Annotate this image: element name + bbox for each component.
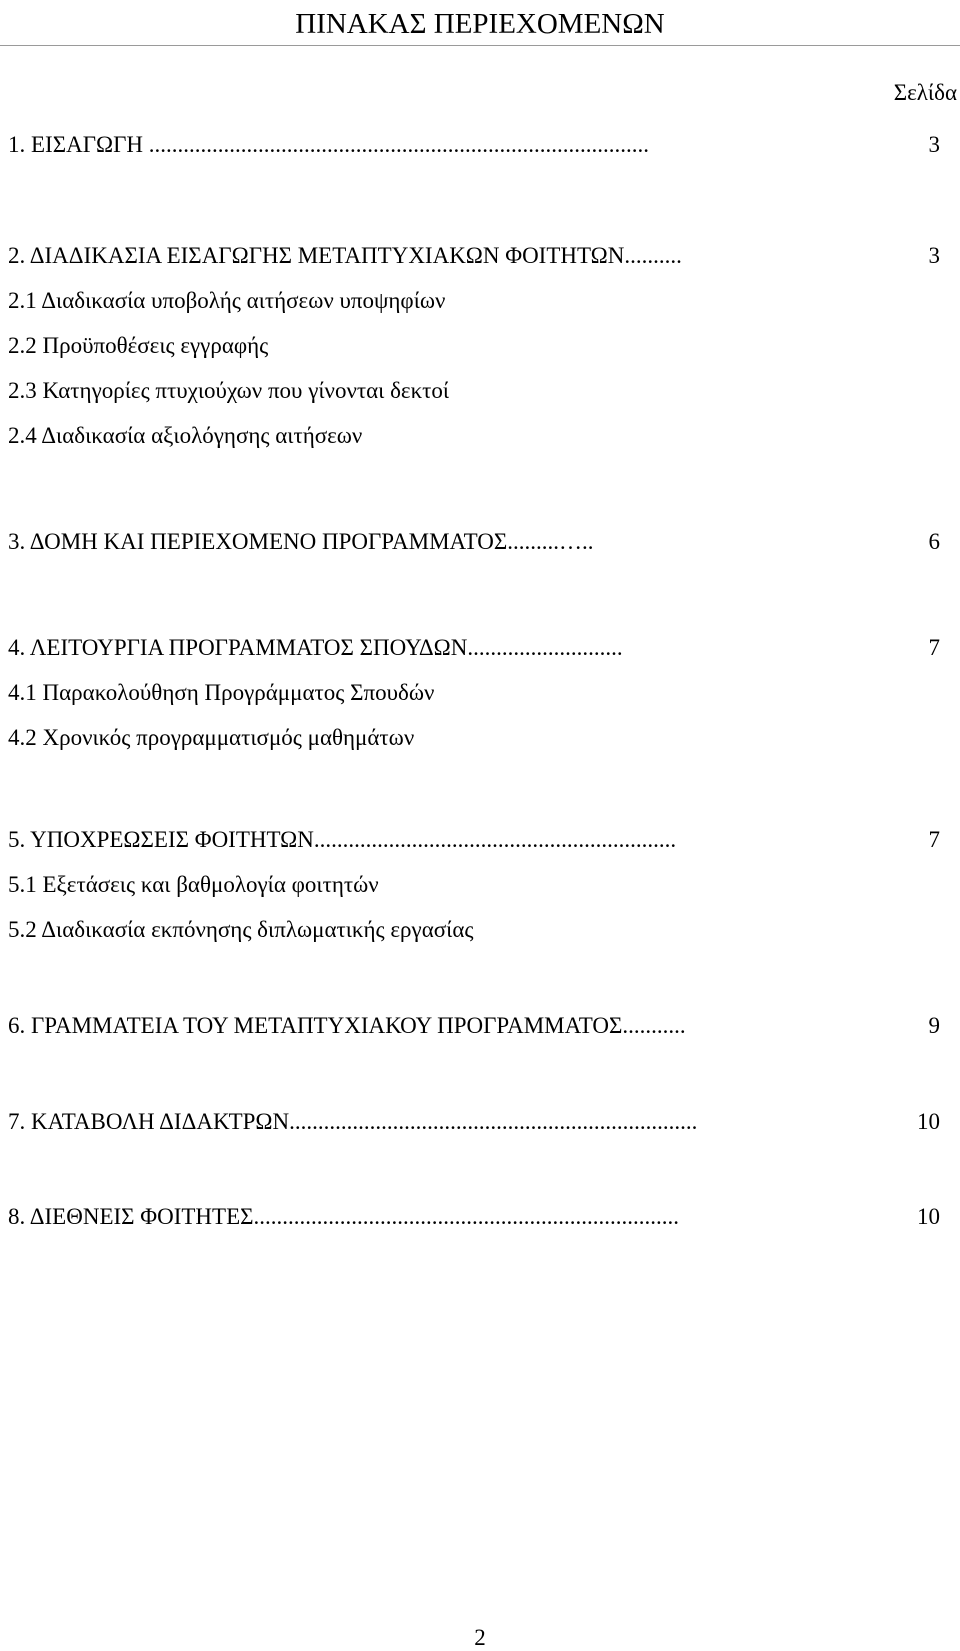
toc-entry-5-1[interactable]: 5.1 Εξετάσεις και βαθμολογία φοιτητών xyxy=(8,872,379,897)
toc-entry-2-4[interactable]: 2.4 Διαδικασία αξιολόγησης αιτήσεων xyxy=(8,423,363,448)
toc-page-1: 3 xyxy=(928,132,940,157)
toc-entry-5-2[interactable]: 5.2 Διαδικασία εκπόνησης διπλωματικής εργασίας xyxy=(8,917,474,942)
toc-entry-6[interactable]: 6. ΓΡΑΜΜΑΤΕΙΑ ΤΟΥ ΜΕΤΑΠΤΥΧΙΑΚΟΥ ΠΡΟΓΡΑΜΜΑΤΟΣ........... xyxy=(8,1013,686,1038)
page-number: 2 xyxy=(474,1625,486,1650)
toc-page-4: 7 xyxy=(928,635,940,660)
toc-entry-7[interactable]: 7. ΚΑΤΑΒΟΛΗ ΔΙΔΑΚΤΡΩΝ....................................................................... xyxy=(8,1109,698,1134)
toc-page-7: 10 xyxy=(917,1109,940,1134)
toc-entry-2-2[interactable]: 2.2 Προϋποθέσεις εγγραφής xyxy=(8,333,269,358)
toc-page-3: 6 xyxy=(928,529,940,554)
toc-page-6: 9 xyxy=(928,1013,940,1038)
title-rule xyxy=(0,45,960,46)
toc-entry-3[interactable]: 3. ΔΟΜΗ ΚΑΙ ΠΕΡΙΕΧΟΜΕΝΟ ΠΡΟΓΡΑΜΜΑΤΟΣ.........….. xyxy=(8,529,594,554)
toc-entry-4-2[interactable]: 4.2 Χρονικός προγραμματισμός μαθημάτων xyxy=(8,725,415,750)
toc-page-8: 10 xyxy=(917,1204,940,1229)
toc-entry-8[interactable]: 8. ΔΙΕΘΝΕΙΣ ΦΟΙΤΗΤΕΣ.......................................................................... xyxy=(8,1204,680,1229)
toc-entry-2[interactable]: 2. ΔΙΑΔΙΚΑΣΙΑ ΕΙΣΑΓΩΓΗΣ ΜΕΤΑΠΤΥΧΙΑΚΩΝ ΦΟΙΤΗΤΩΝ.......... xyxy=(8,243,682,268)
toc-page-5: 7 xyxy=(928,827,940,852)
toc-entry-4-1[interactable]: 4.1 Παρακολούθηση Προγράμματος Σπουδών xyxy=(8,680,435,705)
toc-page-2: 3 xyxy=(928,243,940,268)
toc-entry-5[interactable]: 5. ΥΠΟΧΡΕΩΣΕΙΣ ΦΟΙΤΗΤΩΝ............................................................... xyxy=(8,827,677,852)
toc-title: ΠΙΝΑΚΑΣ ΠΕΡΙΕΧΟΜΕΝΩΝ xyxy=(295,8,665,40)
toc-entry-4[interactable]: 4. ΛΕΙΤΟΥΡΓΙΑ ΠΡΟΓΡΑΜΜΑΤΟΣ ΣΠΟΥΔΩΝ........................... xyxy=(8,635,623,660)
toc-entry-2-1[interactable]: 2.1 Διαδικασία υποβολής αιτήσεων υποψηφίων xyxy=(8,288,446,313)
toc-entry-1[interactable]: 1. ΕΙΣΑΓΩΓΗ ....................................................................................... xyxy=(8,132,650,157)
toc-entry-2-3[interactable]: 2.3 Κατηγορίες πτυχιούχων που γίνονται δεκτοί xyxy=(8,378,450,403)
page-column-header: Σελίδα xyxy=(893,80,957,105)
